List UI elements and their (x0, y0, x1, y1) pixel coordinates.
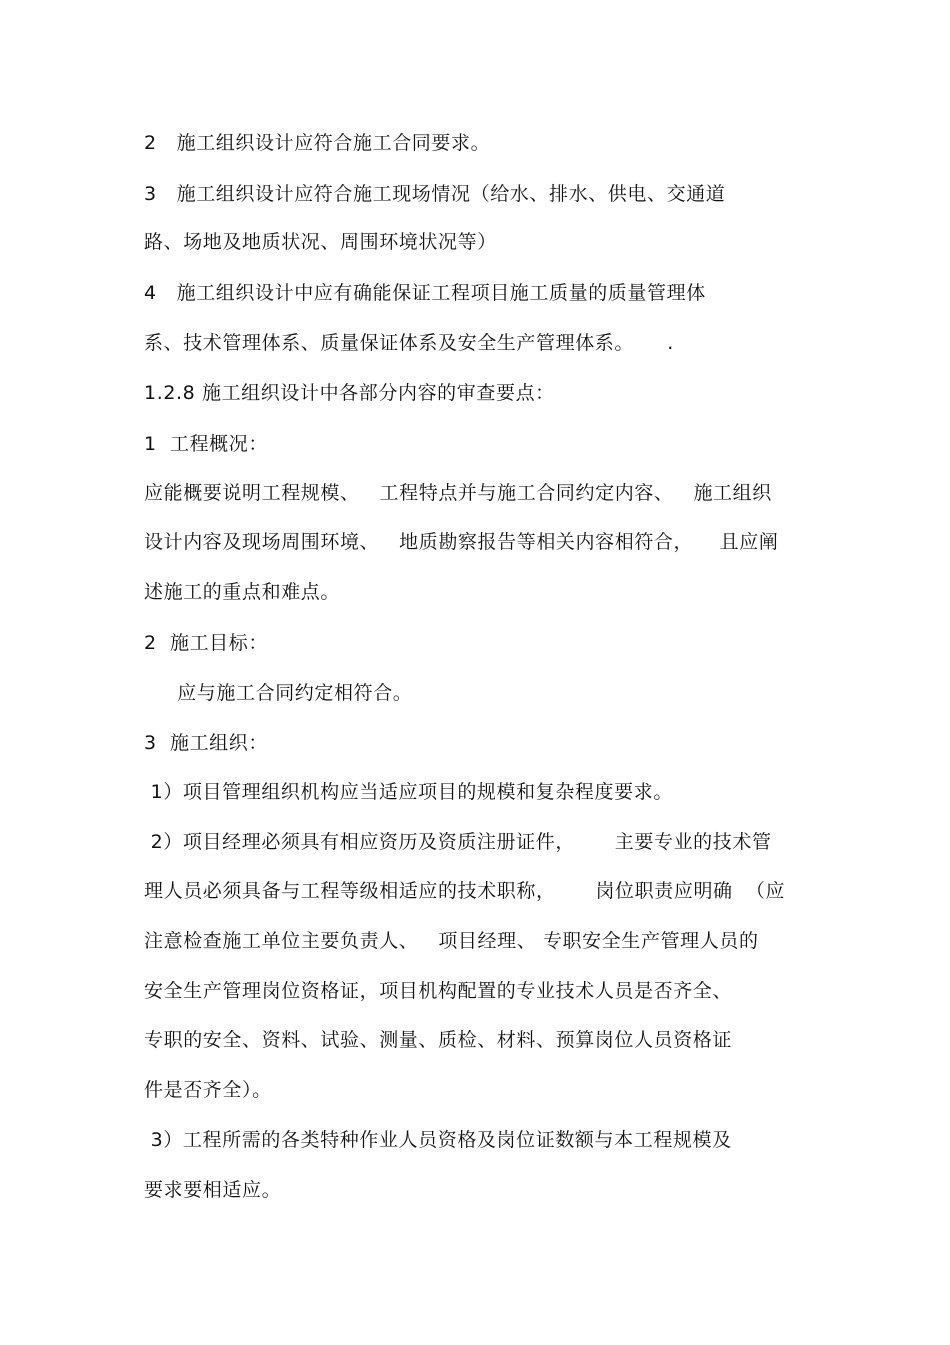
text-line: 安全生产管理岗位资格证，项目机构配置的专业技术人员是否齐全、 (144, 980, 733, 1002)
text-line: 路、场地及地质状况、周围环境状况等） (144, 231, 497, 253)
text-line: 应与施工合同约定相符合。 (144, 682, 413, 704)
text-line: 理人员必须具备与工程等级相适应的技术职称， 岗位职责应明确 （应 (144, 880, 786, 902)
subsection-heading: 1 工程概况： (144, 433, 268, 455)
text-line: 应能概要说明工程规模、 工程特点并与施工合同约定内容、 施工组织 (144, 482, 772, 504)
subsection-heading: 2 施工目标： (144, 632, 268, 654)
text-line: 述施工的重点和难点。 (144, 581, 341, 603)
subsection-heading: 3 施工组织： (144, 732, 268, 754)
list-item: 2）项目经理必须具有相应资历及资质注册证件， 主要专业的技术管 (144, 831, 772, 853)
text-line: 3 施工组织设计应符合施工现场情况（给水、排水、供电、交通道 (144, 183, 726, 205)
text-line: 要求要相适应。 (144, 1179, 282, 1201)
text-line: 设计内容及现场周围环境、 地质勘察报告等相关内容相符合， 且应阐 (144, 531, 779, 553)
text-line: 系、技术管理体系、质量保证体系及安全生产管理体系。 . (144, 332, 674, 354)
text-line: 注意检查施工单位主要负责人、 项目经理、 专职安全生产管理人员的 (144, 930, 759, 952)
text-line: 4 施工组织设计中应有确能保证工程项目施工质量的质量管理体 (144, 282, 706, 304)
list-item: 1）项目管理组织机构应当适应项目的规模和复杂程度要求。 (144, 781, 673, 803)
text-line: 件是否齐全）。 (144, 1079, 272, 1101)
text-line: 2 施工组织设计应符合施工合同要求。 (144, 132, 491, 154)
list-item: 3）工程所需的各类特种作业人员资格及岗位证数额与本工程规模及 (144, 1129, 732, 1151)
text-line: 专职的安全、资料、试验、测量、质检、材料、预算岗位人员资格证 (144, 1029, 733, 1051)
section-heading: 1.2.8 施工组织设计中各部分内容的审查要点： (144, 382, 555, 404)
